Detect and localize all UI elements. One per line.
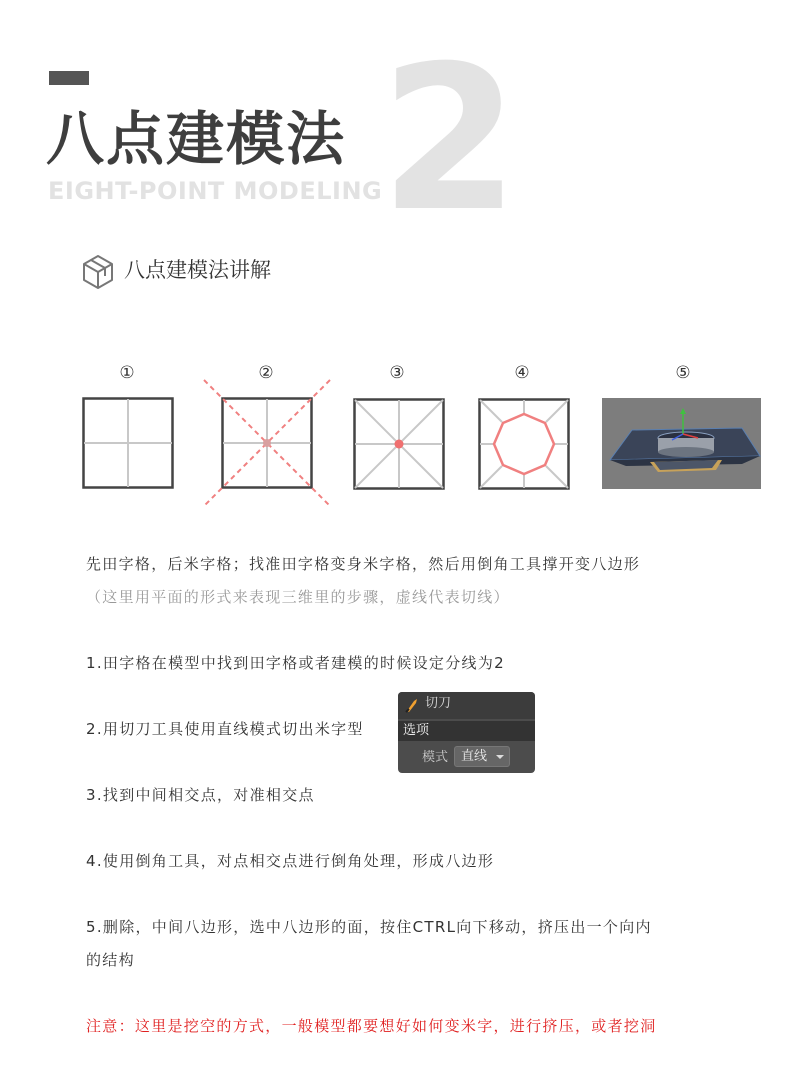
step-number-1: ① xyxy=(119,363,135,383)
page-title: 八点建模法 xyxy=(46,105,347,173)
step-number-3: ③ xyxy=(389,363,405,383)
diagram-octagon xyxy=(478,398,570,490)
viewport-screenshot xyxy=(602,398,761,489)
diagram-cut-lines xyxy=(200,376,336,512)
header-bar xyxy=(49,71,89,85)
cube-icon xyxy=(82,254,114,290)
step-number-4: ④ xyxy=(514,363,530,383)
mode-value: 直线 xyxy=(461,749,488,764)
panel-header xyxy=(398,692,535,719)
step-number-5: ⑤ xyxy=(675,363,691,383)
step-number-2: ② xyxy=(258,363,274,383)
section-title: 八点建模法讲解 xyxy=(124,258,271,282)
options-label: 选项 xyxy=(403,723,430,738)
step-text-3: 3.找到中间相交点，对准相交点 xyxy=(86,786,315,804)
diagram-tian-grid xyxy=(82,397,174,489)
panel-options-tab[interactable] xyxy=(398,721,535,741)
step-text-5: 5.删除，中间八边形，选中八边形的面，按住CTRL向下移动，挤压出一个向内 xyxy=(86,918,652,936)
knife-icon xyxy=(405,697,419,713)
step-text-4: 4.使用倒角工具，对点相交点进行倒角处理，形成八边形 xyxy=(86,852,495,870)
note-text: 注意：这里是挖空的方式，一般模型都要想好如何变米字，进行挤压，或者挖洞 xyxy=(86,1017,657,1035)
step-text-1: 1.田字格在模型中找到田字格或者建模的时候设定分线为2 xyxy=(86,654,505,672)
diagram-mi-grid xyxy=(353,398,445,490)
step-text-5-cont: 的结构 xyxy=(86,951,135,969)
intro-line-1: 先田字格，后米字格；找准田字格变身米字格，然后用倒角工具撑开变八边形 xyxy=(86,555,641,573)
step-text-2: 2.用切刀工具使用直线模式切出米字型 xyxy=(86,720,364,738)
intro-line-2: （这里用平面的形式来表现三维里的步骤，虚线代表切线） xyxy=(86,588,510,606)
mode-dropdown[interactable] xyxy=(454,746,510,767)
header-number: 2 xyxy=(380,23,520,256)
chevron-down-icon xyxy=(496,755,504,759)
mode-label: 模式 xyxy=(422,750,449,765)
knife-tool-panel xyxy=(398,692,535,773)
panel-title: 切刀 xyxy=(425,696,452,711)
page-subtitle: EIGHT-POINT MODELING xyxy=(48,177,383,205)
